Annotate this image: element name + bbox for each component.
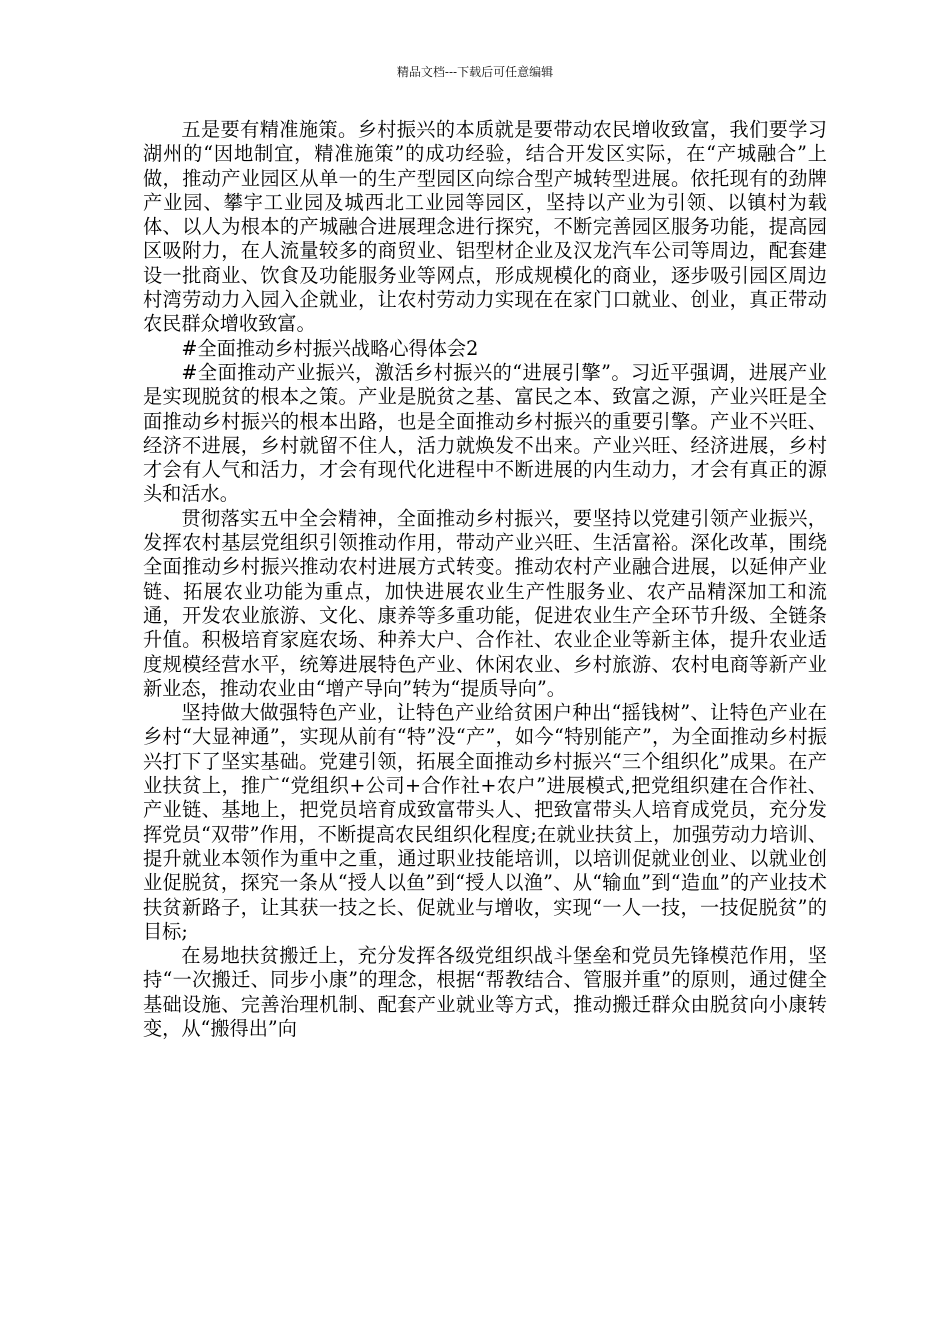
- paragraph: 五是要有精准施策。乡村振兴的本质就是要带动农民增收致富，我们要学习湖州的“因地制宜，精准施策”的成功经验，结合开发区实际，在“产城融合”上做，推动产业园区从单一的生产型园区向综合型产城转型进展。依托现有的劲牌产业园、攀宇工业园及城西北工业园等园区，坚持以产业为引领、以镇村为载体、以人为根本的产城融合进展理念进行探究，不断完善园区服务功能，提高园区吸附力，在人流量较多的商贸业、铝型材企业及汉龙汽车公司等周边，配套建设一批商业、饮食及功能服务业等网点，形成规模化的商业，逐步吸引园区周边村湾劳动力入园入企就业，让农村劳动力实现在在家门口就业、创业，真正带动农民群众增收致富。: [143, 118, 827, 336]
- page-header: 精品文档---下载后可任意编辑: [396, 65, 554, 79]
- paragraph: #全面推动产业振兴，激活乡村振兴的“进展引擎”。习近平强调，进展产业是实现脱贫的根本之策。产业是脱贫之基、富民之本、致富之源，产业兴旺是全面推动乡村振兴的根本出路，也是全面推动乡村振兴的重要引擎。产业不兴旺、经济不进展，乡村就留不住人，活力就焕发不出来。产业兴旺、经济进展，乡村才会有人气和活力，才会有现代化进程中不断进展的内生动力，才会有真正的源头和活水。: [143, 360, 827, 506]
- paragraph: 坚持做大做强特色产业，让特色产业给贫困户种出“摇钱树”、让特色产业在乡村“大显神通”，实现从前有“特”没“产”，如今“特别能产”，为全面推动乡村振兴打下了坚实基础。党建引领，拓展全面推动乡村振兴“三个组织化”成果。在产业扶贫上，推广“党组织+公司+合作社+农户”进展模式,把党组织建在合作社、产业链、基地上，把党员培育成致富带头人、把致富带头人培育成党员，充分发挥党员“双带”作用，不断提高农民组织化程度;在就业扶贫上，加强劳动力培训、提升就业本领作为重中之重，通过职业技能培训，以培训促就业创业、以就业创业促脱贫，探究一条从“授人以鱼”到“授人以渔”、从“输血”到“造血”的产业技术扶贫新路子，让其获一技之长、促就业与增收，实现“一人一技，一技促脱贫”的目标;: [143, 701, 827, 943]
- section-heading: #全面推动乡村振兴战略心得体会2: [181, 336, 479, 360]
- document-body: [143, 118, 827, 1041]
- paragraph: 贯彻落实五中全会精神，全面推动乡村振兴，要坚持以党建引领产业振兴，发挥农村基层党组织引领推动作用，带动产业兴旺、生活富裕。深化改革，围绕全面推动乡村振兴推动农村进展方式转变。推动农村产业融合进展，以延伸产业链、拓展农业功能为重点，加快进展农业生产性服务业、农产品精深加工和流通，开发农业旅游、文化、康养等多重功能，促进农业生产全环节升级、全链条升值。积极培育家庭农场、种养大户、合作社、农业企业等新主体，提升农业适度规模经营水平，统筹进展特色产业、休闲农业、乡村旅游、农村电商等新产业新业态，推动农业由“增产导向”转为“提质导向”。: [143, 506, 827, 700]
- paragraph: 在易地扶贫搬迁上，充分发挥各级党组织战斗堡垒和党员先锋模范作用，坚持“一次搬迁、同步小康”的理念，根据“帮教结合、管服并重”的原则，通过健全基础设施、完善治理机制、配套产业就业等方式，推动搬迁群众由脱贫向小康转变，从“搬得出”向: [143, 944, 827, 1040]
